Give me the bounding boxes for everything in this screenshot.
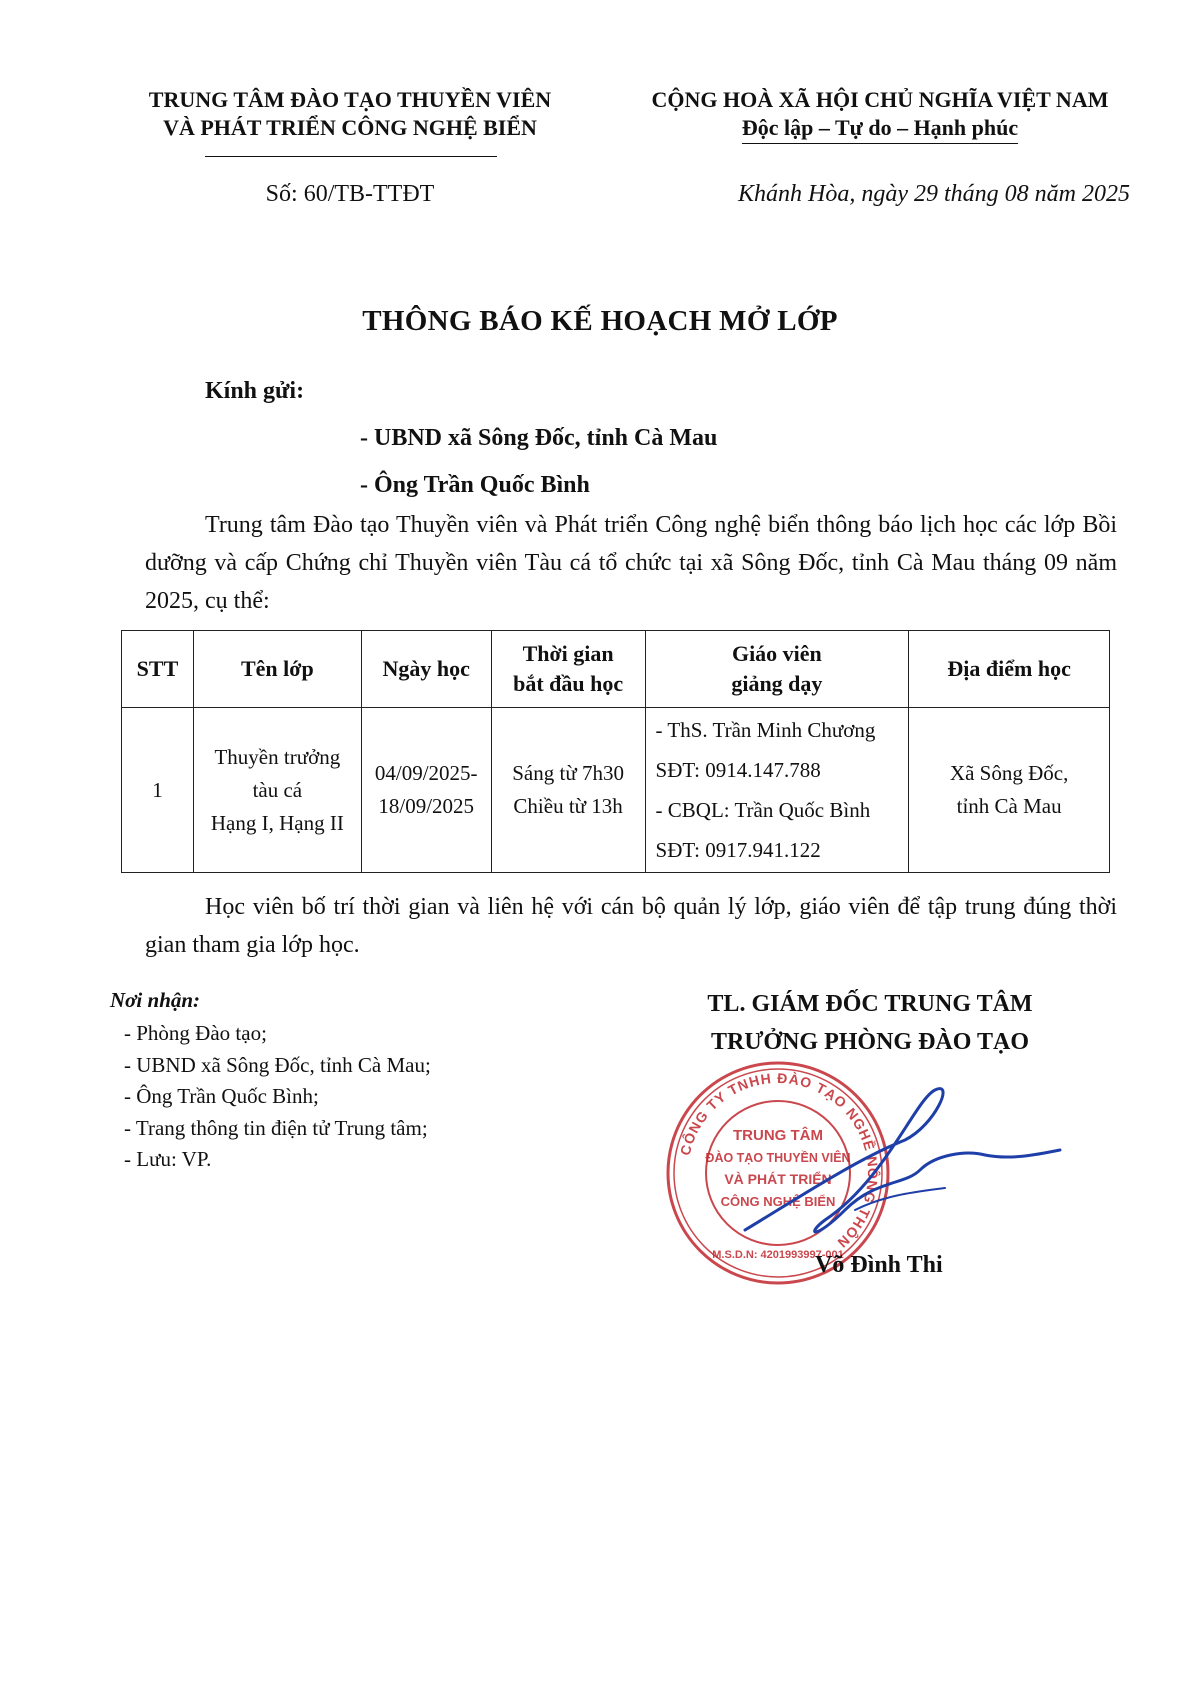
cell-teacher: - ThS. Trần Minh Chương SĐT: 0914.147.788 - CBQL: Trần Quốc Bình SĐT: 0917.941.122 [645,708,909,873]
org-line-1: TRUNG TÂM ĐÀO TẠO THUYỀN VIÊN [148,87,552,112]
table-row [122,708,1110,873]
closing-paragraph [145,888,1117,964]
cell-start-time: Sáng từ 7h30 Chiều từ 13h [491,708,645,873]
national-header [600,86,1160,144]
header-teacher: Giáo viên giảng dạy [645,631,909,708]
closing-text: Học viên bố trí thời gian và liên hệ với cán bộ quản lý lớp, giáo viên để tập trung đúng thời gian tham gia lớp học. [145,894,1117,958]
svg-text:ĐÀO TẠO THUYỀN VIÊN: ĐÀO TẠO THUYỀN VIÊN [705,1151,851,1165]
signer-name: Võ Đình Thi [815,1252,943,1278]
cell-dates: 04/09/2025- 18/09/2025 [361,708,491,873]
svg-text:CÔNG TY TNHH ĐÀO TẠO NGHỀ NÔNG: CÔNG TY TNHH ĐÀO TẠO NGHỀ NÔNG THÔN [676,1069,882,1252]
signature-title-line-1: TL. GIÁM ĐỐC TRUNG TÂM [707,991,1033,1017]
document-number: Số: 60/TB-TTĐT [265,181,435,207]
recipients-list [124,1018,431,1176]
header-location: Địa điểm học [909,631,1110,708]
recipients-label: Nơi nhận: [110,988,201,1012]
signature-title [660,985,1080,1061]
nation-line-1: CỘNG HOÀ XÃ HỘI CHỦ NGHĨA VIỆT NAM [651,87,1109,112]
list-item: - Lưu: VP. [124,1147,212,1171]
list-item: - UBND xã Sông Đốc, tỉnh Cà Mau; [124,1052,431,1077]
addressee-2: - Ông Trần Quốc Bình [360,472,590,498]
list-item: - Ông Trần Quốc Bình; [124,1084,319,1108]
svg-text:CÔNG NGHỆ BIỂN: CÔNG NGHỆ BIỂN [720,1194,836,1209]
svg-text:TRUNG TÂM: TRUNG TÂM [733,1127,823,1144]
addressee-1: - UBND xã Sông Đốc, tỉnh Cà Mau [360,425,718,451]
place-date: Khánh Hòa, ngày 29 tháng 08 năm 2025 [738,181,1130,207]
addressee-label: Kính gửi: [205,378,305,404]
document-title: THÔNG BÁO KẾ HOẠCH MỞ LỚP [362,305,838,337]
org-line-2: VÀ PHÁT TRIỂN CÔNG NGHỆ BIỂN [163,115,537,140]
svg-text:M.S.D.N: 4201993997-001: M.S.D.N: 4201993997-001 [712,1249,844,1261]
cell-location: Xã Sông Đốc, tỉnh Cà Mau [909,708,1110,873]
list-item: - Trang thông tin điện tử Trung tâm; [124,1115,428,1140]
org-underline [205,156,497,157]
list-item: - Phòng Đào tạo; [124,1021,267,1045]
class-schedule-table [121,630,1110,873]
organization-name [110,86,590,142]
nation-motto: Độc lập – Tự do – Hạnh phúc [742,114,1018,144]
handwritten-signature [735,1060,1065,1260]
cell-stt: 1 [122,708,194,873]
table-header-row [122,631,1110,708]
header-dates: Ngày học [361,631,491,708]
header-class-name: Tên lớp [193,631,361,708]
intro-paragraph [145,506,1117,620]
signature-title-line-2: TRƯỞNG PHÒNG ĐÀO TẠO [710,1029,1029,1055]
header-start-time: Thời gian bắt đầu học [491,631,645,708]
header-stt: STT [122,631,194,708]
intro-text: Trung tâm Đào tạo Thuyền viên và Phát triển Công nghệ biển thông báo lịch học các lớp Bồi dưỡng và cấp Chứng chỉ Thuyền viên Tàu cá tổ chức tại xã Sông Đốc, tỉnh Cà Mau tháng 09 năm 2025, cụ thể: [145,512,1117,614]
svg-text:VÀ PHÁT TRIỂN: VÀ PHÁT TRIỂN [724,1171,832,1187]
cell-class-name: Thuyền trưởng tàu cá Hạng I, Hạng II [193,708,361,873]
